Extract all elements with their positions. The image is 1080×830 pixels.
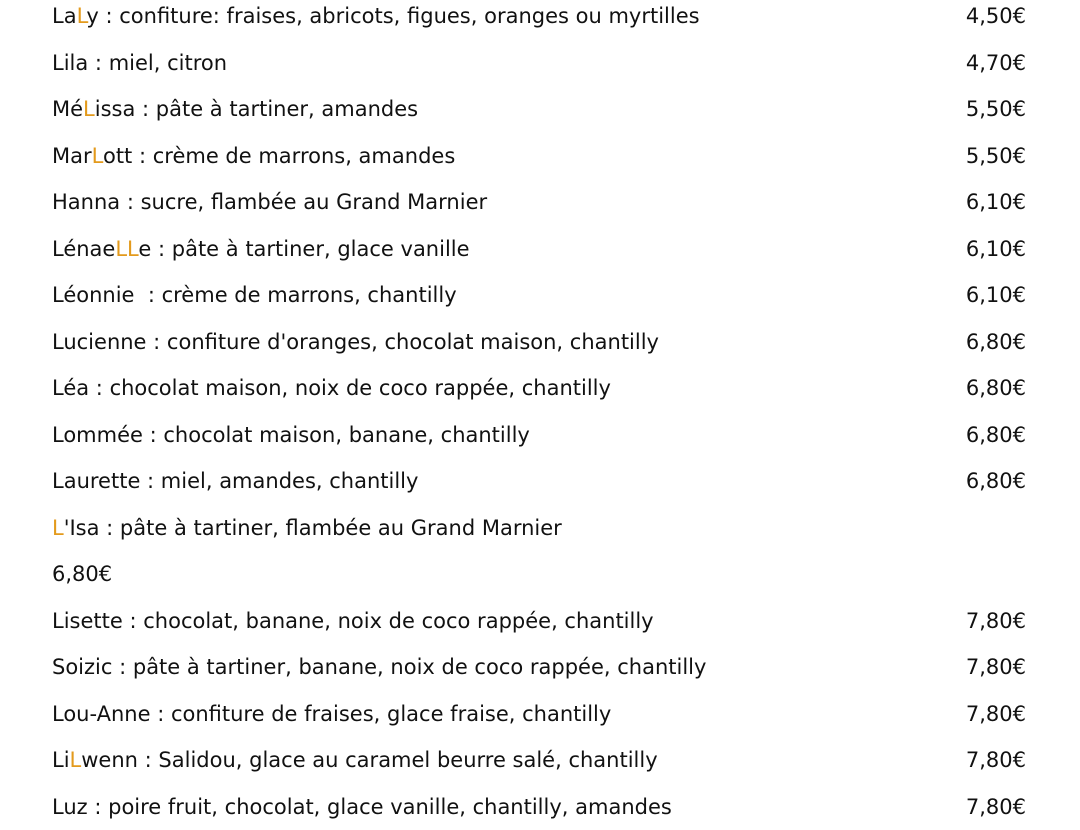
menu-item-description: [52, 505, 562, 552]
separator: :: [138, 748, 158, 772]
menu-item-description: [52, 319, 659, 366]
menu-item: [52, 551, 1032, 598]
name-text: La: [52, 4, 77, 28]
name-text: 6,80€: [52, 562, 112, 586]
menu-item-name: [52, 330, 146, 354]
menu-item-ingredients: pâte à tartiner, banane, noix de coco rappée, chantilly: [133, 655, 707, 679]
separator: :: [112, 655, 132, 679]
menu-item-name: [52, 4, 99, 28]
separator: :: [134, 283, 161, 307]
separator: :: [99, 516, 119, 540]
menu-item-price: 6,80€: [966, 365, 1026, 412]
separator: :: [123, 609, 143, 633]
menu-item-name: [52, 516, 99, 540]
menu-item: [52, 319, 1032, 366]
menu-item: [52, 505, 1032, 552]
name-text: Luz: [52, 795, 88, 819]
separator: :: [88, 795, 108, 819]
menu-item-price: 5,50€: [966, 86, 1026, 133]
separator: :: [120, 190, 140, 214]
name-highlight-letter: LL: [115, 237, 138, 261]
name-text: Hanna: [52, 190, 120, 214]
name-highlight-letter: L: [83, 97, 95, 121]
name-text: Lisette: [52, 609, 123, 633]
menu-item-name: [52, 469, 140, 493]
menu-item: [52, 133, 1032, 180]
name-text: Lou-Anne: [52, 702, 151, 726]
name-text: y: [86, 4, 98, 28]
menu-item: [52, 691, 1032, 738]
menu-item-price: 4,50€: [966, 0, 1026, 40]
menu-item-description: [52, 272, 457, 319]
menu-item-name: [52, 609, 123, 633]
name-text: Lénae: [52, 237, 115, 261]
menu-item-description: [52, 365, 611, 412]
menu-item-name: [52, 190, 120, 214]
separator: :: [151, 702, 171, 726]
name-text: Mé: [52, 97, 83, 121]
menu-item: [52, 272, 1032, 319]
menu-item-ingredients: Salidou, glace au caramel beurre salé, chantilly: [158, 748, 657, 772]
menu-item-ingredients: pâte à tartiner, glace vanille: [172, 237, 470, 261]
menu-item-price: 7,80€: [966, 598, 1026, 645]
menu-item-ingredients: crème de marrons, amandes: [153, 144, 456, 168]
menu-item-name: [52, 423, 143, 447]
menu-item-price: 7,80€: [966, 784, 1026, 830]
menu-item-name: [52, 283, 134, 307]
menu-item-price: 6,10€: [966, 226, 1026, 273]
menu-item-price: 4,70€: [966, 40, 1026, 87]
menu-item-price: 5,50€: [966, 133, 1026, 180]
menu-item: [52, 644, 1032, 691]
menu-item-name: [52, 237, 151, 261]
menu-item: [52, 365, 1032, 412]
menu-item-description: [52, 598, 654, 645]
menu-item-description: [52, 412, 530, 459]
separator: :: [132, 144, 152, 168]
menu-item-description: [52, 0, 700, 40]
menu-item-ingredients: crème de marrons, chantilly: [162, 283, 457, 307]
separator: :: [89, 376, 109, 400]
menu-item-name: [52, 51, 88, 75]
menu-item-price: 7,80€: [966, 737, 1026, 784]
menu-item-ingredients: pâte à tartiner, amandes: [156, 97, 418, 121]
name-text: 'Isa: [64, 516, 100, 540]
menu-item-name: [52, 97, 135, 121]
name-text: ott: [103, 144, 132, 168]
menu-item-price: 6,10€: [966, 179, 1026, 226]
separator: :: [88, 51, 108, 75]
menu-item-ingredients: chocolat maison, banane, chantilly: [163, 423, 529, 447]
menu-item-name: [52, 376, 89, 400]
menu-item-name: [52, 748, 138, 772]
menu-item-name: [52, 655, 112, 679]
menu-item-description: [52, 179, 487, 226]
name-text: wenn: [81, 748, 138, 772]
menu-item-price: 6,80€: [966, 458, 1026, 505]
menu-item-name: [52, 795, 88, 819]
menu-item-name: [52, 562, 112, 586]
menu-item: [52, 458, 1032, 505]
name-highlight-letter: L: [77, 4, 87, 28]
name-text: Li: [52, 748, 70, 772]
menu-item-ingredients: confiture d'oranges, chocolat maison, chantilly: [167, 330, 659, 354]
separator: :: [151, 237, 171, 261]
name-text: Léonnie: [52, 283, 134, 307]
name-text: Lila: [52, 51, 88, 75]
name-text: Lommée: [52, 423, 143, 447]
menu-item: [52, 784, 1032, 830]
menu-item-description: [52, 691, 611, 738]
name-text: e: [138, 237, 151, 261]
menu-item-ingredients: poire fruit, chocolat, glace vanille, chantilly, amandes: [108, 795, 672, 819]
menu-item-name: [52, 702, 151, 726]
menu-item-description: [52, 784, 672, 830]
menu-item-description: [52, 737, 658, 784]
separator: :: [135, 97, 155, 121]
menu-item: [52, 40, 1032, 87]
name-highlight-letter: L: [92, 144, 103, 168]
menu-item: [52, 0, 1032, 40]
menu-item-description: [52, 226, 470, 273]
menu-item: [52, 412, 1032, 459]
separator: :: [146, 330, 166, 354]
menu-item-ingredients: miel, citron: [109, 51, 227, 75]
name-text: Laurette: [52, 469, 140, 493]
name-text: Mar: [52, 144, 92, 168]
menu-item-name: [52, 144, 132, 168]
separator: :: [99, 4, 119, 28]
crepe-menu-list: [52, 0, 1032, 830]
menu-item-ingredients: chocolat, banane, noix de coco rappée, chantilly: [143, 609, 653, 633]
menu-item-ingredients: miel, amandes, chantilly: [161, 469, 419, 493]
menu-item-ingredients: chocolat maison, noix de coco rappée, chantilly: [110, 376, 611, 400]
separator: :: [140, 469, 160, 493]
menu-item: [52, 86, 1032, 133]
menu-item: [52, 179, 1032, 226]
menu-item-description: [52, 40, 227, 87]
name-text: Léa: [52, 376, 89, 400]
separator: :: [143, 423, 163, 447]
name-highlight-letter: L: [70, 748, 82, 772]
menu-item: [52, 226, 1032, 273]
menu-item-description: [52, 86, 418, 133]
menu-item-description: [52, 644, 706, 691]
menu-item-ingredients: pâte à tartiner, flambée au Grand Marnier: [120, 516, 562, 540]
menu-item-description: [52, 551, 112, 598]
name-text: Soizic: [52, 655, 112, 679]
menu-item: [52, 598, 1032, 645]
menu-item-price: 7,80€: [966, 691, 1026, 738]
menu-item-price: 6,80€: [966, 319, 1026, 366]
menu-item-price: 6,10€: [966, 272, 1026, 319]
menu-item: [52, 737, 1032, 784]
name-highlight-letter: L: [52, 516, 64, 540]
menu-item-description: [52, 458, 418, 505]
menu-item-description: [52, 133, 455, 180]
menu-item-ingredients: confiture de fraises, glace fraise, chantilly: [171, 702, 611, 726]
name-text: Lucienne: [52, 330, 146, 354]
menu-item-ingredients: sucre, flambée au Grand Marnier: [141, 190, 488, 214]
name-text: issa: [95, 97, 136, 121]
menu-item-price: 6,80€: [966, 412, 1026, 459]
menu-item-price: 7,80€: [966, 644, 1026, 691]
menu-item-ingredients: confiture: fraises, abricots, figues, oranges ou myrtilles: [119, 4, 699, 28]
